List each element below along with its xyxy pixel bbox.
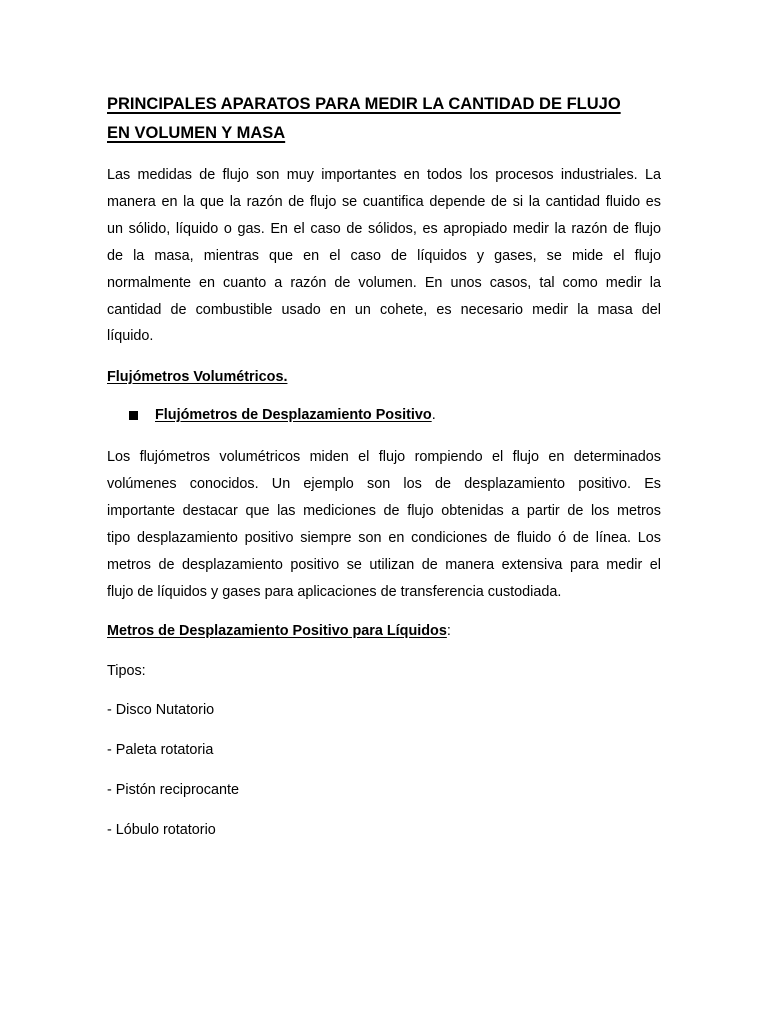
type-item: - Pistón reciprocante: [107, 782, 239, 798]
subheading-liquids: [107, 621, 451, 641]
section-heading-volumetric: [107, 367, 287, 387]
intro-line: manera en la que la razón de flujo se cuantifica depende de si la cantidad fluido es: [107, 193, 661, 210]
type-item: - Disco Nutatorio: [107, 702, 215, 718]
bullet-label: Flujómetros de Desplazamiento Positivo: [155, 407, 432, 423]
intro-line: un sólido, líquido o gas. En el caso de sólidos, es apropiado medir la razón de flujo: [107, 220, 661, 237]
type-item: - Lóbulo rotatorio: [107, 822, 216, 838]
intro-line: normalmente en cuanto a razón de volumen. En unos casos, tal como medir la: [107, 274, 661, 291]
types-label: Tipos:: [107, 663, 146, 679]
body-line: metros de desplazamiento positivo se utilizan de manera extensiva para medir el: [107, 556, 661, 573]
intro-line: cantidad de combustible usado en un cohete, es necesario medir la masa del: [107, 301, 661, 318]
square-bullet-icon: [129, 411, 138, 420]
intro-line: Las medidas de flujo son muy importantes en todos los procesos industriales. La: [107, 167, 661, 183]
section-heading-text: Flujómetros Volumétricos.: [107, 369, 288, 385]
intro-paragraph: [107, 162, 661, 350]
intro-line: líquido.: [107, 328, 154, 345]
document-title: [107, 90, 662, 148]
title-line-2: EN VOLUMEN Y MASA: [107, 124, 286, 142]
title-line-1: PRINCIPALES APARATOS PARA MEDIR LA CANTIDAD DE FLUJO: [107, 95, 621, 113]
body-line: tipo desplazamiento positivo siempre son en condiciones de fluido ó de línea. Los: [107, 529, 661, 546]
body-line: flujo de líquidos y gases para aplicaciones de transferencia custodiada.: [107, 583, 562, 600]
subheading-text: Metros de Desplazamiento Positivo para Líquidos: [107, 623, 447, 639]
intro-line: de la masa, mientras que en el caso de líquidos y gases, se mide el flujo: [107, 247, 661, 264]
type-item: - Paleta rotatoria: [107, 742, 214, 758]
body-line: importante destacar que las mediciones de flujo obtenidas a partir de los metros: [107, 502, 661, 519]
body-line: volúmenes conocidos. Un ejemplo son los de desplazamiento positivo. Es: [107, 475, 661, 492]
subheading-suffix: :: [446, 623, 451, 639]
body-line: Los flujómetros volumétricos miden el flujo rompiendo el flujo en determinados: [107, 449, 661, 465]
body-paragraph: [107, 444, 661, 605]
bullet-suffix: .: [431, 407, 436, 423]
bullet-item-positive-displacement: [129, 405, 436, 425]
